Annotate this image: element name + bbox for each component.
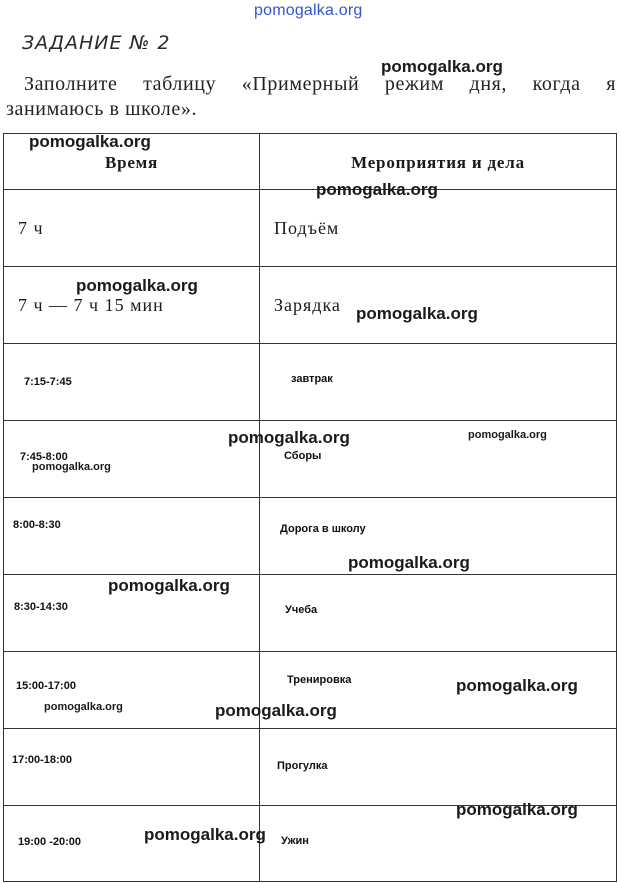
watermark-text: pomogalka.org xyxy=(76,276,198,295)
time-value: 7:45-8:00 xyxy=(20,451,68,463)
watermark-text: pomogalka.org xyxy=(108,576,230,595)
activity-value: Ужин xyxy=(281,835,309,847)
site-header-link[interactable]: pomogalka.org xyxy=(254,2,363,19)
activity-value: Прогулка xyxy=(277,760,328,772)
task-instructions-line-2: занимаюсь в школе». xyxy=(6,98,198,120)
time-value: 7:15-7:45 xyxy=(24,376,72,388)
task-title: ЗАДАНИЕ № 2 xyxy=(22,32,171,54)
watermark-text: pomogalka.org xyxy=(468,429,547,441)
table-row xyxy=(4,498,617,575)
header-activity-label: Мероприятия и дела xyxy=(351,153,525,172)
watermark-text: pomogalka.org xyxy=(44,701,123,713)
activity-value: Дорога в школу xyxy=(280,523,366,535)
time-value: 7 ч xyxy=(18,217,44,238)
watermark-text: pomogalka.org xyxy=(456,800,578,819)
time-value: 7 ч — 7 ч 15 мин xyxy=(18,294,164,315)
watermark-text: pomogalka.org xyxy=(144,825,266,844)
watermark-text: pomogalka.org xyxy=(316,180,438,199)
watermark-text: pomogalka.org xyxy=(228,428,350,447)
activity-value: Сборы xyxy=(284,450,322,462)
table-row xyxy=(4,190,617,267)
header-time-label: Время xyxy=(104,153,159,172)
watermark-text: pomogalka.org xyxy=(381,57,503,76)
time-cell xyxy=(4,498,260,575)
task-instructions-line-1: Заполните таблицу «Примерный режим дня, когда я xyxy=(24,73,616,95)
time-value: 15:00-17:00 xyxy=(16,680,76,692)
time-value: 8:00-8:30 xyxy=(13,519,61,531)
time-value: 19:00 -20:00 xyxy=(18,836,81,848)
activity-value: Зарядка xyxy=(274,294,341,315)
watermark-text: pomogalka.org xyxy=(348,553,470,572)
watermark-text: pomogalka.org xyxy=(32,461,111,473)
time-cell xyxy=(4,729,260,806)
time-value: 17:00-18:00 xyxy=(12,754,72,766)
watermark-text: pomogalka.org xyxy=(215,701,337,720)
activity-cell xyxy=(260,190,617,267)
header-activity xyxy=(260,134,617,190)
activity-value: Подъём xyxy=(274,217,340,238)
watermark-text: pomogalka.org xyxy=(356,304,478,323)
time-value: 8:30-14:30 xyxy=(14,601,68,613)
activity-value: Тренировка xyxy=(287,674,352,686)
watermark-text: pomogalka.org xyxy=(29,132,151,151)
activity-value: Учеба xyxy=(285,604,318,616)
watermark-text: pomogalka.org xyxy=(456,676,578,695)
task-instructions xyxy=(6,72,616,122)
activity-value: завтрак xyxy=(291,373,333,385)
time-cell xyxy=(4,190,260,267)
